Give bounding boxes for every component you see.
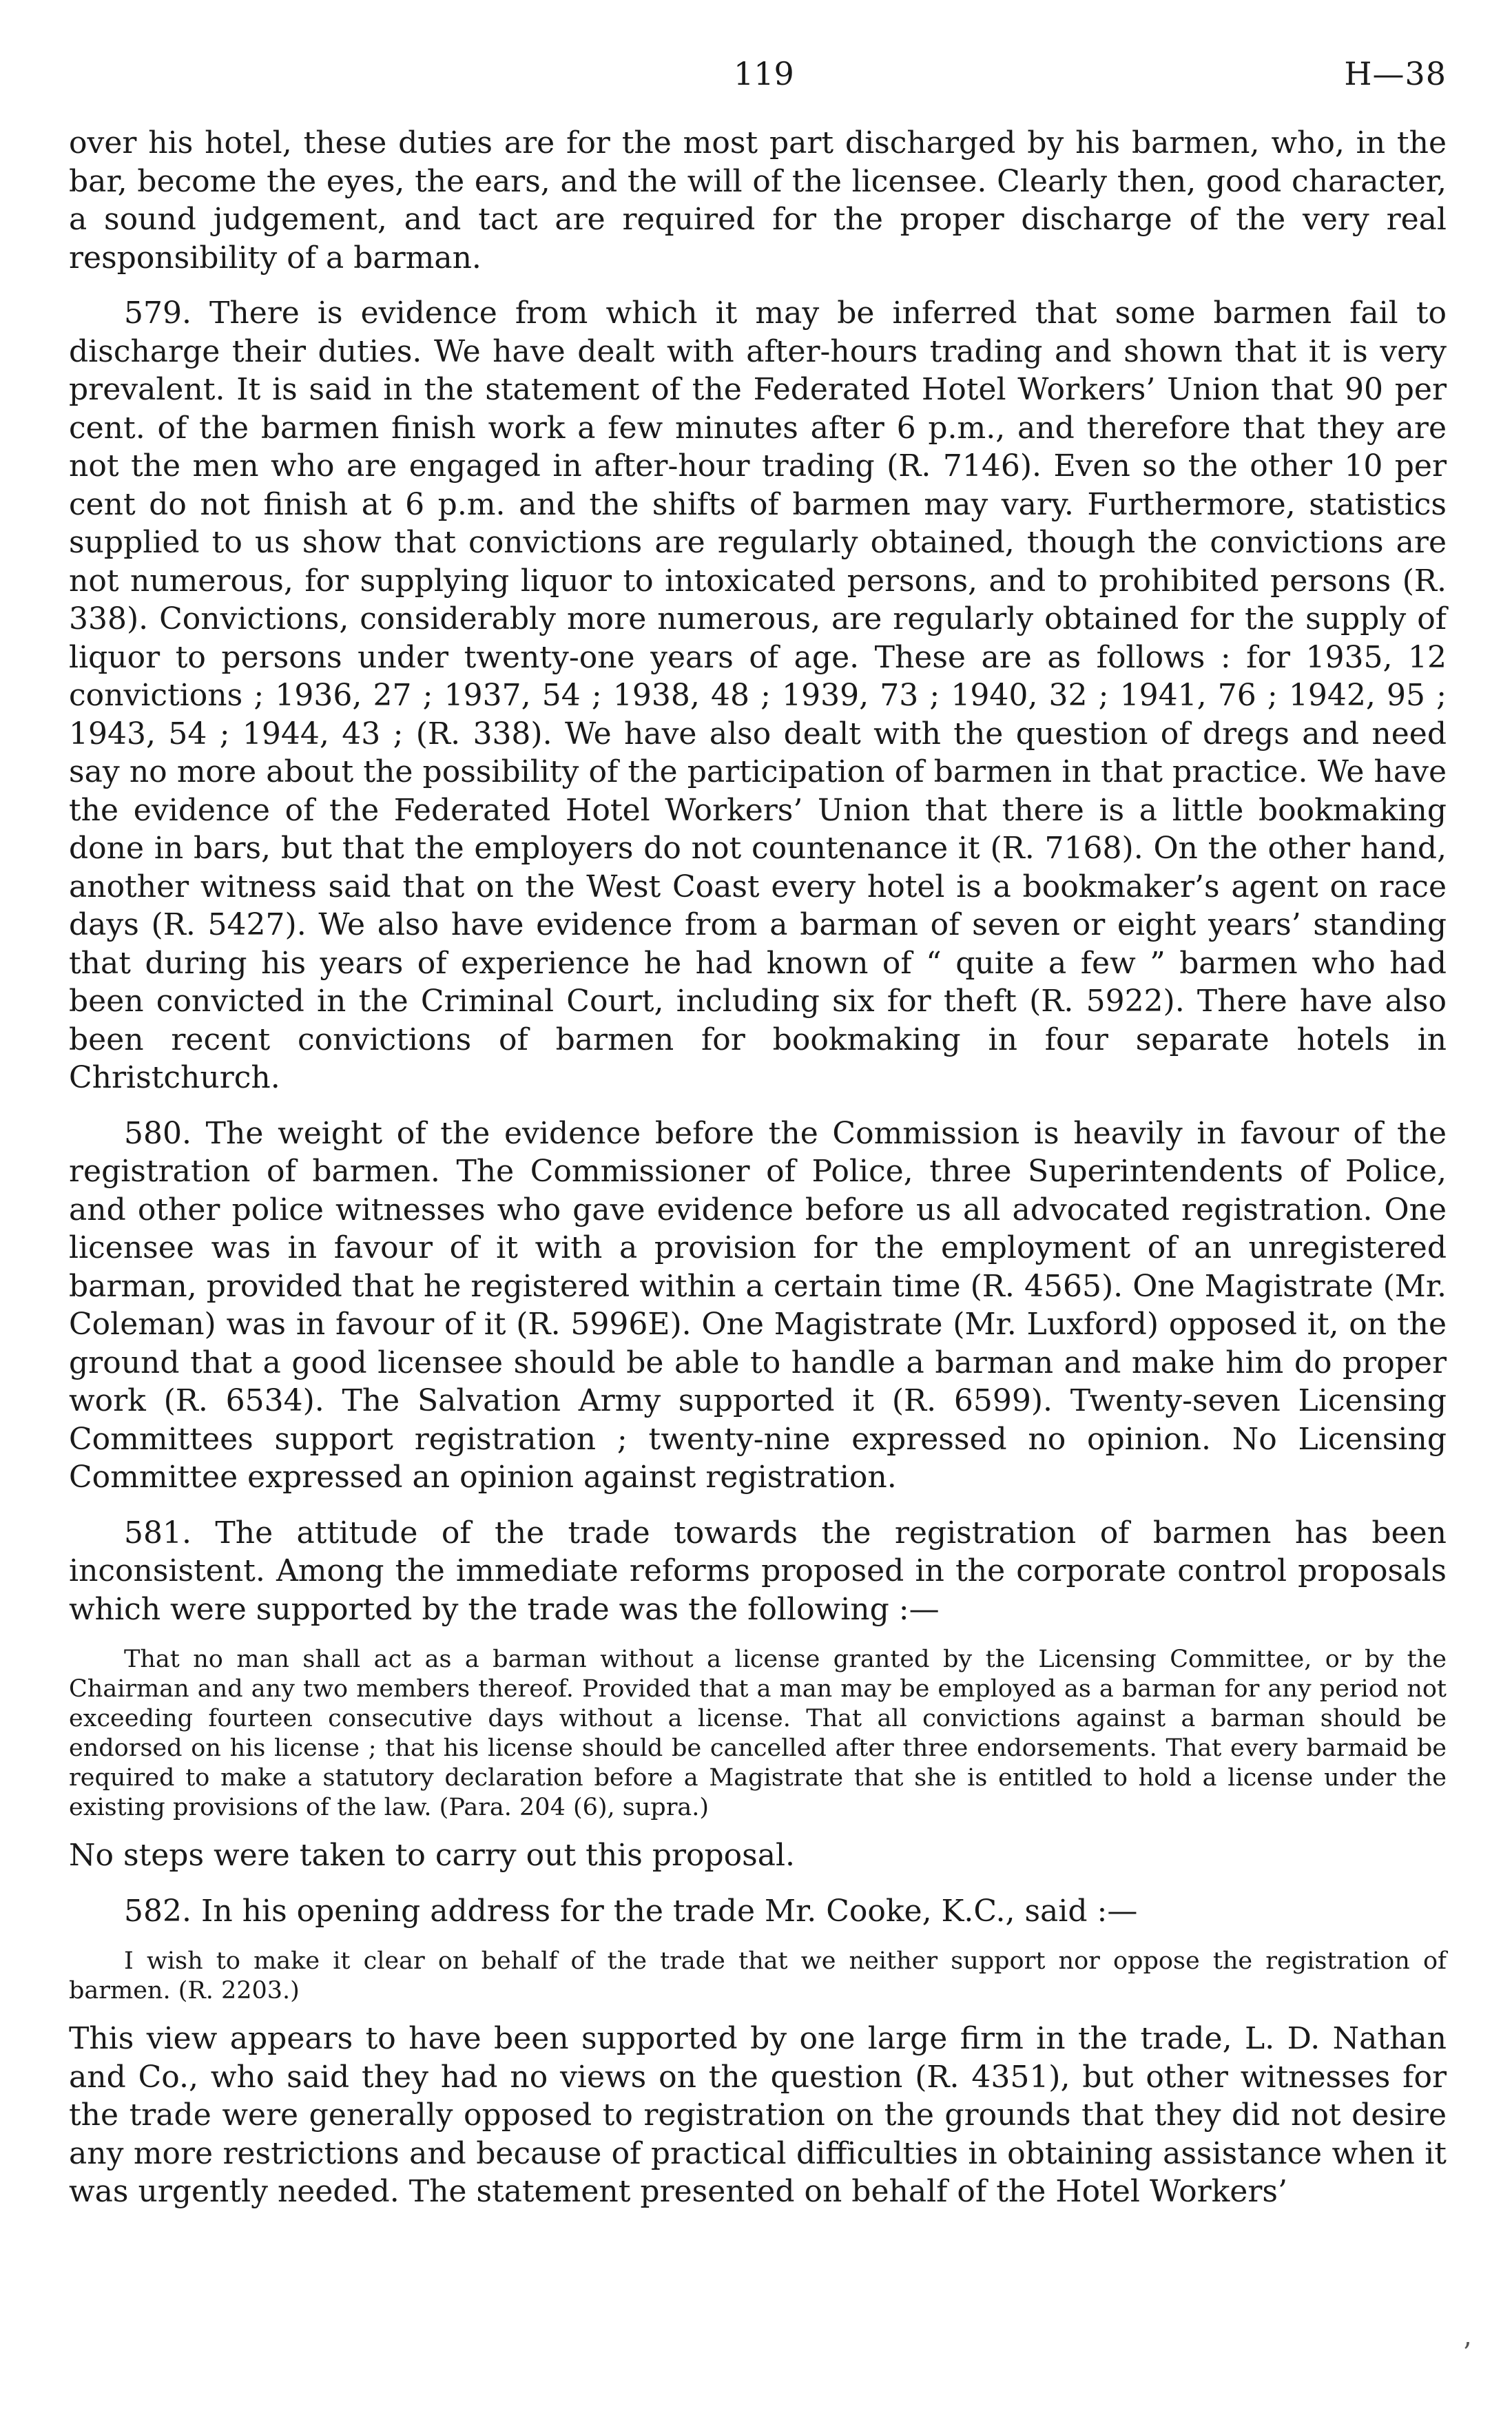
paragraph-no-steps: No steps were taken to carry out this proposal. bbox=[69, 1838, 796, 1873]
page-header bbox=[69, 55, 1447, 110]
paragraph-579: 579. There is evidence from which it may be inferred that some barmen fail to discharge their duties. We have dealt with after-hours trading and shown that it is very prevalent. It is said in the statement of the Federated Hotel Workers’ Union that 90 per cent. of the barmen finish work a few minutes after 6 p.m., and therefore that they are not the men who are engaged in after-hour trading (R. 7146). Even so the other 10 per cent do not finish at 6 p.m. and the shifts of barmen may vary. Furthermore, statistics supplied to us show that convictions are regularly obtained, though the convictions are not numerous, for supplying liquor to intoxicated persons, and to prohibited persons (R. 338). Convictions, considerably more numerous, are regularly obtained for the supply of liquor to persons under twenty-one years of age. These are as follows : for 1935, 12 convictions ; 1936, 27 ; 1937, 54 ; 1938, 48 ; 1939, 73 ; 1940, 32 ; 1941, 76 ; 1942, 95 ; 1943, 54 ; 1944, 43 ; (R. 338). We have also dealt with the question of dregs and need say no more about the possibility of the participation of barmen in that practice. We have the evidence of the Federated Hotel Workers’ Union that there is a little bookmaking done in bars, but that the employers do not countenance it (R. 7168). On the other hand, another witness said that on the West Coast every hotel is a bookmaker’s agent on race days (R. 5427). We also have evidence from a barman of seven or eight years’ standing that during his years of experience he had known of “ quite a few ” barmen who had been convicted in the Criminal Court, including six for theft (R. 5922). There have also been recent convictions of barmen for bookmaking in four separate hotels in Christchurch. bbox=[69, 296, 1447, 1095]
paragraph-582: 582. In his opening address for the trade Mr. Cooke, K.C., said :— bbox=[124, 1893, 1138, 1929]
paragraph-581: 581. The attitude of the trade towards the registration of barmen has been inconsistent. Among the immediate reforms proposed in the corporate control proposals which were supported by the trade was the following :— bbox=[69, 1515, 1447, 1627]
document-code: H—38 bbox=[1344, 55, 1447, 92]
paragraph-closing: This view appears to have been supported by one large firm in the trade, L. D. Nathan and Co., who said they had no views on the question (R. 4351), but other witnesses for the trade were generally opposed to registration on the grounds that they did not desire any more restrictions and because of practical difficulties in obtaining assistance when it was urgently needed. The statement presented on behalf of the Hotel Workers’ bbox=[69, 2021, 1447, 2209]
page-number: 119 bbox=[734, 55, 794, 92]
paragraph-580: 580. The weight of the evidence before the Commission is heavily in favour of the registration of barmen. The Commissioner of Police, three Superintendents of Police, and other police witnesses who gave evidence before us all advocated registration. One licensee was in favour of it with a provision for the employment of an unregistered barman, provided that he registered within a certain time (R. 4565). One Magistrate (Mr. Coleman) was in favour of it (R. 5996E). One Magistrate (Mr. Luxford) opposed it, on the ground that a good licensee should be able to handle a barman and make him do proper work (R. 6534). The Salvation Army supported it (R. 6599). Twenty-seven Licensing Committees support registration ; twenty-nine expressed no opinion. No Licensing Committee expressed an opinion against registration. bbox=[69, 1115, 1447, 1495]
paragraph-continuation: over his hotel, these duties are for the most part discharged by his barmen, who, in the bar, become the eyes, the ears, and the will of the licensee. Clearly then, good character, a sound judgement, and tact are required for the proper discharge of the very real responsibility of a barman. bbox=[69, 125, 1447, 276]
margin-mark: ʼ bbox=[1462, 2338, 1471, 2370]
block-quote-proposal: That no man shall act as a barman without a license granted by the Licensing Committee, or by the Chairman and any two members thereof. Provided that a man may be employed as a barman for any period not exceeding fourteen consecutive days without a license. That all convictions against a barman should be endorsed on his license ; that his license should be cancelled after three endorsements. That every barmaid be required to make a statutory declaration before a Magistrate that she is entitled to hold a license under the existing provisions of the law. (Para. 204 (6), supra.) bbox=[69, 1646, 1447, 1821]
document-page bbox=[69, 55, 1447, 2211]
block-quote-cooke: I wish to make it clear on behalf of the trade that we neither support nor oppose the registration of barmen. (R. 2203.) bbox=[69, 1947, 1447, 2004]
